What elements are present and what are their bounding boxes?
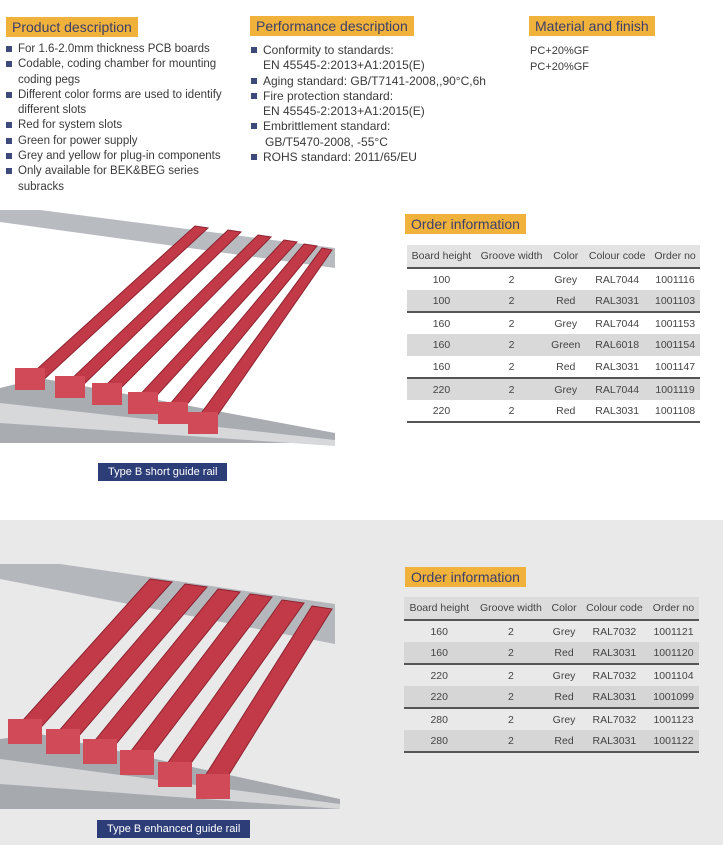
- material-value: PC+20%GF: [530, 45, 589, 57]
- list-item: Different color forms are used to identify different slots: [5, 88, 240, 119]
- list-item: Codable, coding chamber for mounting coding pegs: [5, 57, 240, 88]
- table-cell: 220: [404, 664, 474, 686]
- table-cell: 1001154: [650, 334, 700, 356]
- col-colour-code: Colour code: [584, 245, 650, 268]
- list-item: Conformity to standards:: [250, 43, 510, 58]
- table-cell: RAL7032: [581, 708, 648, 730]
- table-cell: Grey: [547, 708, 580, 730]
- table-cell: 1001123: [648, 708, 699, 730]
- table-cell: Grey: [547, 620, 580, 642]
- table-row: [407, 334, 700, 356]
- col-groove-width: Groove width: [474, 597, 547, 620]
- performance-description-heading: Performance description: [250, 16, 414, 36]
- table-cell: 2: [474, 664, 547, 686]
- table-cell: 2: [474, 642, 547, 664]
- table-cell: 1001153: [654, 317, 696, 330]
- product-description-list: [5, 42, 240, 195]
- col-order-no: Order no: [648, 597, 699, 620]
- table-cell: RAL7044: [595, 273, 640, 286]
- table-cell: Grey: [547, 378, 584, 400]
- table-row: [404, 620, 699, 642]
- table-cell: 1001119: [650, 378, 700, 400]
- col-groove-width: Groove width: [476, 245, 547, 268]
- table-cell: 160: [432, 317, 451, 330]
- table-cell: RAL3031: [581, 730, 648, 752]
- order-table-short: [407, 245, 700, 423]
- order-information-heading: Order information: [405, 567, 526, 587]
- table-cell: RAL3031: [584, 290, 650, 312]
- table-cell: 2: [476, 378, 547, 400]
- table-cell: RAL7032: [581, 664, 648, 686]
- table-cell: 2: [476, 290, 547, 312]
- table-cell: 160: [404, 620, 474, 642]
- table-cell: 160: [404, 642, 474, 664]
- order-information-heading: Order information: [405, 214, 526, 234]
- table-cell: RAL3031: [584, 356, 650, 378]
- table-row: [404, 642, 699, 664]
- table-cell: RAL6018: [584, 334, 650, 356]
- list-item-cont: EN 45545-2:2013+A1:2015(E): [263, 104, 425, 119]
- table-header: [407, 245, 700, 268]
- table-cell: Red: [547, 730, 580, 752]
- table-cell: 2: [508, 273, 515, 286]
- table-cell: 2: [474, 620, 547, 642]
- table-cell: 160: [407, 334, 476, 356]
- list-item: Grey and yellow for plug-in components: [5, 149, 240, 164]
- col-color: Color: [547, 245, 584, 268]
- table-cell: 220: [404, 686, 474, 708]
- col-order-no: Order no: [650, 245, 700, 268]
- table-cell: 2: [476, 356, 547, 378]
- short-guide-rail-image: [0, 208, 335, 448]
- table-cell: Red: [547, 686, 580, 708]
- table-cell: 1001103: [650, 290, 700, 312]
- list-item: Embrittlement standard:: [250, 119, 510, 134]
- material-heading: Material and finish: [529, 16, 655, 36]
- table-cell: 1001122: [648, 730, 699, 752]
- short-guide-rail-caption: Type B short guide rail: [98, 463, 227, 481]
- list-item: ROHS standard: 2011/65/EU: [250, 150, 510, 165]
- table-row: [407, 290, 700, 312]
- table-cell: RAL7044: [595, 317, 640, 330]
- table-cell: 280: [404, 708, 474, 730]
- table-cell: RAL7044: [584, 378, 650, 400]
- table-cell: 220: [407, 378, 476, 400]
- table-cell: 220: [407, 400, 476, 422]
- table-cell: Grey: [547, 664, 580, 686]
- list-item: Aging standard: GB/T7141-2008,,90°C,6h: [250, 74, 510, 89]
- table-cell: Grey: [554, 273, 578, 286]
- table-cell: Red: [547, 290, 584, 312]
- table-cell: RAL3031: [581, 686, 648, 708]
- table-cell: 1001121: [648, 620, 699, 642]
- table-row: [407, 378, 700, 400]
- col-board-height: Board height: [407, 245, 476, 268]
- table-cell: Red: [547, 642, 580, 664]
- table-cell: RAL7032: [581, 620, 648, 642]
- table-cell: 2: [508, 317, 515, 330]
- product-description-heading: Product description: [6, 17, 138, 37]
- table-cell: 1001147: [650, 356, 700, 378]
- table-row: [404, 708, 699, 730]
- table-cell: 1001104: [648, 664, 699, 686]
- table-cell: Green: [547, 334, 584, 356]
- table-cell: 1001116: [655, 273, 695, 286]
- table-cell: 1001108: [650, 400, 700, 422]
- table-cell: 2: [474, 686, 547, 708]
- table-row: [404, 686, 699, 708]
- table-row: [407, 312, 700, 334]
- table-row: [404, 730, 699, 752]
- table-cell: 100: [407, 290, 476, 312]
- table-cell: 100: [432, 273, 451, 286]
- order-table-enhanced: [404, 597, 699, 753]
- enhanced-guide-rail-image: [0, 564, 340, 809]
- table-cell: 2: [476, 400, 547, 422]
- material-value: PC+20%GF: [530, 61, 589, 73]
- list-item: For 1.6-2.0mm thickness PCB boards: [5, 42, 240, 57]
- list-item: Fire protection standard:: [250, 89, 510, 104]
- table-cell: 2: [474, 730, 547, 752]
- enhanced-guide-rail-caption: Type B enhanced guide rail: [97, 820, 250, 838]
- table-row: [407, 356, 700, 378]
- col-color: Color: [547, 597, 580, 620]
- performance-description-list: [250, 43, 510, 165]
- list-item: Red for system slots: [5, 118, 240, 133]
- table-row: [404, 664, 699, 686]
- list-item: Green for power supply: [5, 134, 240, 149]
- table-cell: 160: [407, 356, 476, 378]
- col-board-height: Board height: [404, 597, 474, 620]
- enhanced-section: [0, 520, 723, 845]
- table-cell: 280: [404, 730, 474, 752]
- list-item-cont: GB/T5470-2008, -55°C: [265, 134, 388, 149]
- table-cell: Grey: [554, 317, 578, 330]
- list-item: Only available for BEK&BEG series subracks: [5, 164, 240, 195]
- table-cell: Red: [547, 400, 584, 422]
- table-row: [407, 268, 700, 290]
- table-header: [404, 597, 699, 620]
- table-cell: 2: [474, 708, 547, 730]
- col-colour-code: Colour code: [581, 597, 648, 620]
- table-cell: Red: [547, 356, 584, 378]
- list-item-cont: EN 45545-2:2013+A1:2015(E): [263, 58, 425, 73]
- table-cell: RAL3031: [581, 642, 648, 664]
- table-cell: 1001099: [648, 686, 699, 708]
- table-cell: 1001120: [648, 642, 699, 664]
- table-cell: 2: [476, 334, 547, 356]
- table-row: [407, 400, 700, 422]
- table-cell: RAL3031: [584, 400, 650, 422]
